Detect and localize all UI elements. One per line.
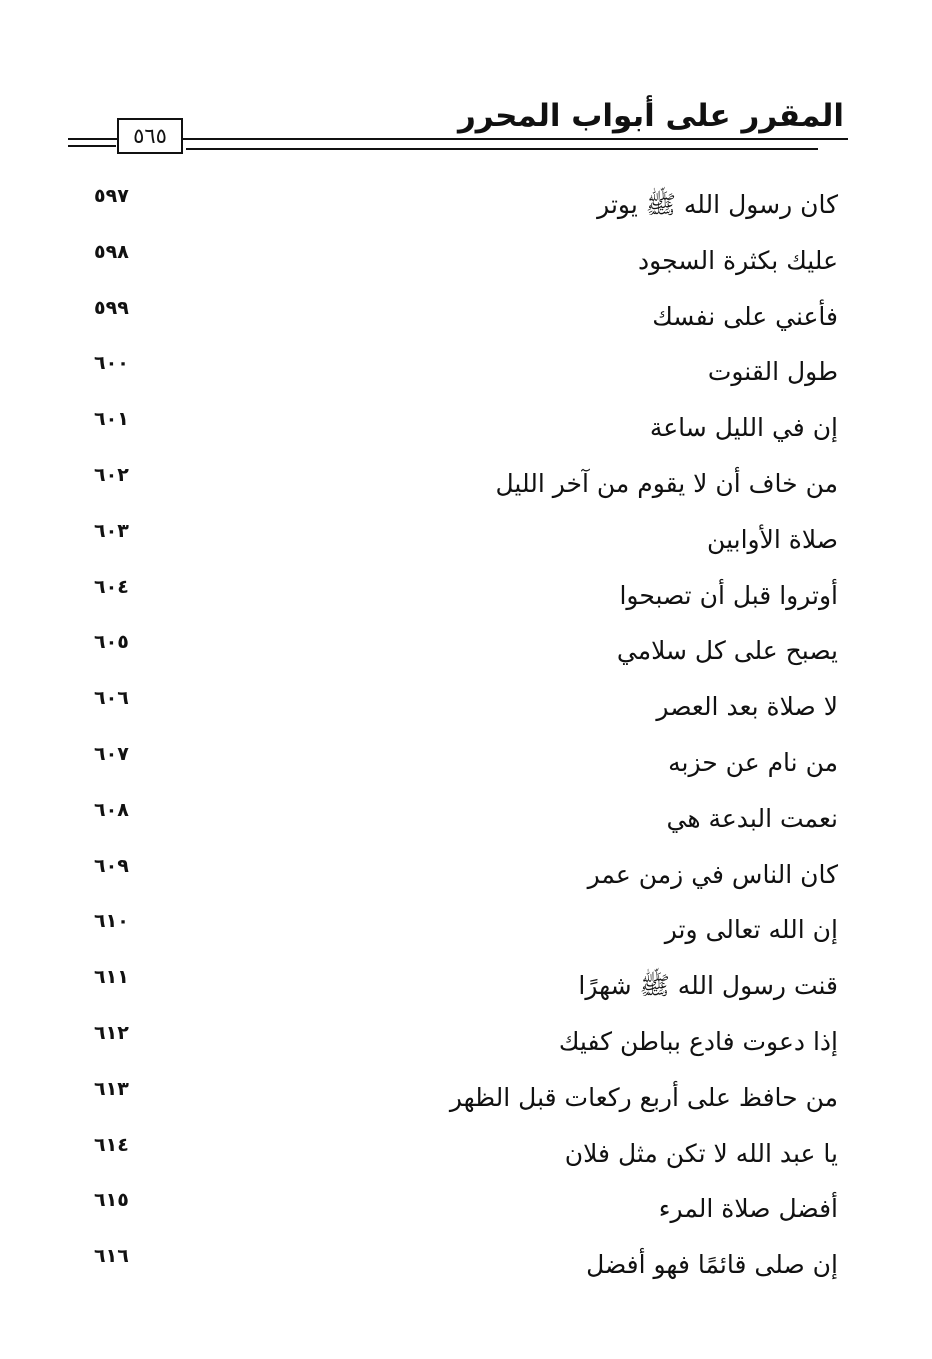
entry-page-number: ٦٠٧ [94,742,129,765]
entry-title: من حافظ على أربع ركعات قبل الظهر [449,1082,838,1112]
entry-page-number: ٦١٠ [94,910,129,933]
index-entry [0,1181,932,1237]
entry-page-number: ٦١٤ [94,1133,129,1156]
entry-title: إن في الليل ساعة [649,413,838,443]
index-entry [0,1237,932,1293]
entry-page-number: ٥٩٨ [94,240,129,263]
index-entry [0,400,932,456]
entry-title: من نام عن حزبه [668,747,838,777]
entry-page-number: ٥٩٧ [94,185,129,207]
index-entry [0,456,932,512]
page-number: ٥٦٥ [117,118,183,154]
entry-title: إن الله تعالى وتر [664,915,838,945]
entry-title: أوتروا قبل أن تصبحوا [619,580,838,610]
entry-title: قنت رسول الله ﷺ شهرًا [578,971,838,1001]
entry-page-number: ٦٠٠ [94,352,129,375]
index-list [0,177,932,1293]
entry-page-number: ٦٠١ [94,408,129,431]
index-entry [0,233,932,289]
entry-page-number: ٦٠٢ [94,463,129,486]
entry-title: من خاف أن لا يقوم من آخر الليل [495,468,838,498]
entry-page-number: ٦٠٤ [94,575,129,598]
entry-page-number: ٦١٣ [94,1077,129,1100]
header-rule [68,138,848,140]
entry-title: نعمت البدعة هي [666,803,838,833]
entry-page-number: ٦١٦ [94,1245,129,1268]
entry-title: طول القنوت [707,357,838,387]
entry-title: كان الناس في زمن عمر [587,859,838,889]
entry-title: يصبح على كل سلامي [616,636,838,666]
page-header [0,0,932,160]
entry-page-number: ٦٠٣ [94,519,129,542]
entry-page-number: ٦١٢ [94,1021,129,1044]
header-rule-left [68,145,116,147]
index-entry [0,791,932,847]
index-entry [0,1126,932,1182]
index-entry [0,735,932,791]
book-title: المقرر على أبواب المحرر [457,98,844,134]
entry-title: كان رسول الله ﷺ يوتر [597,190,838,219]
entry-page-number: ٦١٥ [94,1189,129,1212]
index-entry [0,623,932,679]
index-entry [0,177,932,233]
index-entry [0,679,932,735]
entry-page-number: ٦١١ [94,966,129,989]
entry-page-number: ٦٠٩ [94,854,129,877]
entry-title: فأعني على نفسك [652,301,838,331]
index-entry [0,512,932,568]
index-entry [0,344,932,400]
header-rule-secondary [186,148,818,150]
entry-title: إذا دعوت فادع بباطن كفيك [558,1026,838,1056]
entry-page-number: ٦٠٦ [94,687,129,710]
entry-title: عليك بكثرة السجود [638,245,838,275]
entry-title: صلاة الأوابين [707,524,838,554]
index-entry [0,568,932,624]
index-entry [0,902,932,958]
entry-page-number: ٦٠٨ [94,798,129,821]
entry-page-number: ٦٠٥ [94,631,129,654]
entry-title: لا صلاة بعد العصر [656,692,838,722]
index-entry [0,958,932,1014]
index-entry [0,1014,932,1070]
entry-page-number: ٥٩٩ [94,296,129,319]
index-entry [0,1070,932,1126]
index-entry [0,847,932,903]
entry-title: إن صلى قائمًا فهو أفضل [586,1250,838,1280]
entry-title: يا عبد الله لا تكن مثل فلان [564,1138,838,1168]
index-entry [0,289,932,345]
entry-title: أفضل صلاة المرء [658,1194,838,1224]
